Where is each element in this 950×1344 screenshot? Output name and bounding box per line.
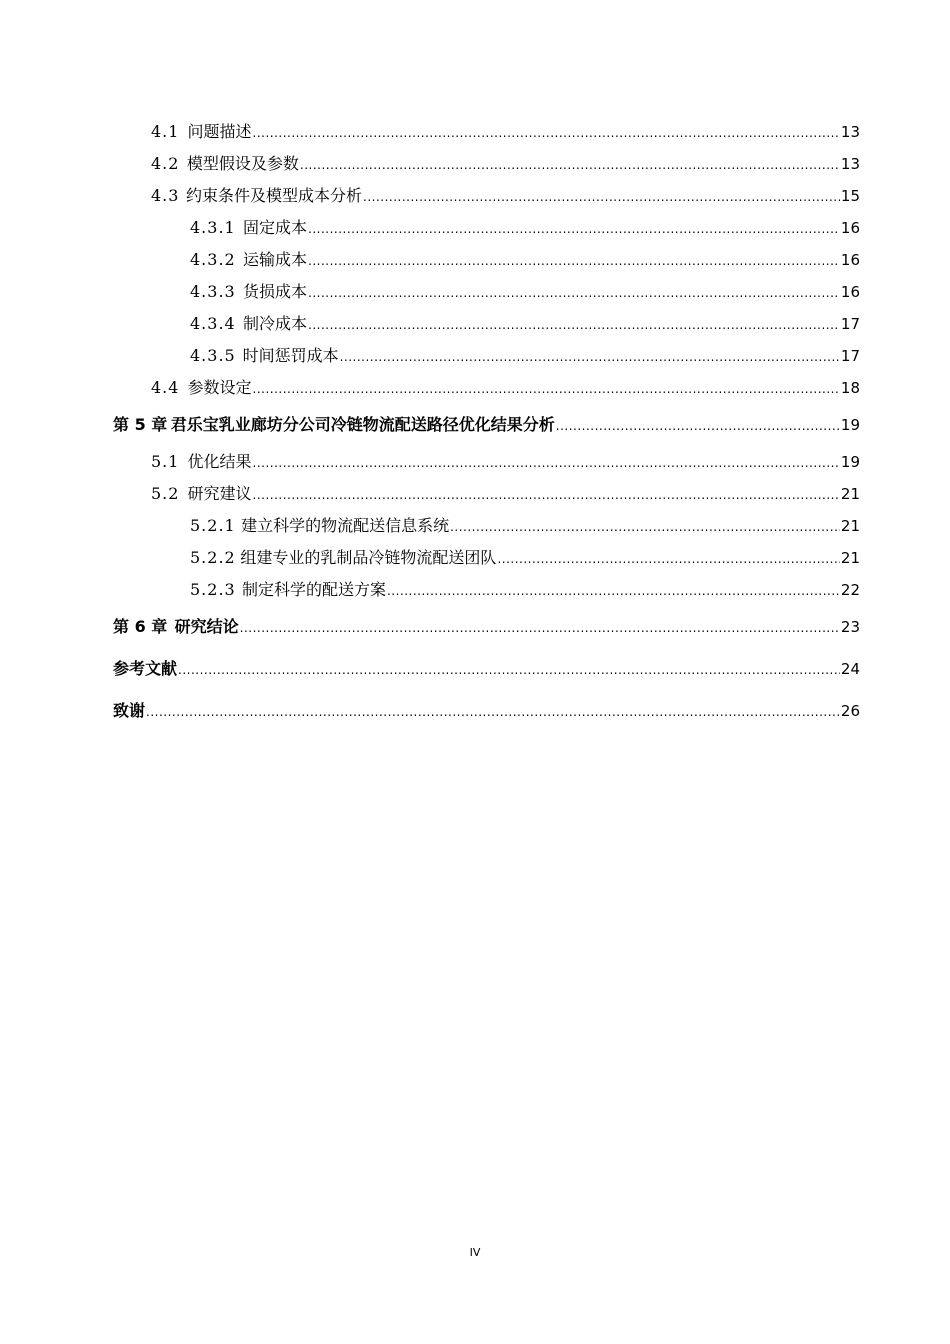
toc-chapter-title: 君乐宝乳业廊坊分公司冷链物流配送路径优化结果分析 [170,415,555,434]
toc-entry[interactable] [113,276,860,308]
toc-entry-page: 13 [840,123,860,141]
toc-entry-number: 4.3.3 [190,282,236,301]
toc-chapter-title: 研究结论 [174,617,239,636]
toc-entry[interactable] [113,244,860,276]
dot-leader [253,479,840,511]
toc-entry[interactable] [113,372,860,404]
dot-leader [387,575,840,607]
toc-entry-title: 运输成本 [243,250,308,269]
table-of-contents [113,116,860,732]
toc-entry-number: 5.1 [151,452,180,471]
toc-entry[interactable] [113,340,860,372]
toc-entry-title: 约束条件及模型成本分析 [186,186,363,205]
toc-entry-number: 4.3.1 [190,218,236,237]
toc-entry[interactable] [113,478,860,510]
toc-entry-number: 4.3.4 [190,314,236,333]
toc-entry-page: 24 [840,660,860,678]
toc-entry[interactable] [113,574,860,606]
toc-entry-number: 4.2 [151,154,180,173]
toc-entry[interactable] [113,212,860,244]
toc-entry-page: 21 [840,549,860,567]
toc-entry-page: 19 [840,416,860,434]
dot-leader [308,213,840,245]
toc-entry-page: 18 [840,379,860,397]
toc-entry-page: 15 [840,187,860,205]
toc-chapter-title: 致谢 [113,701,146,720]
toc-entry-title: 时间惩罚成本 [242,346,339,365]
toc-entry-page: 17 [840,347,860,365]
toc-entry-title: 货损成本 [243,282,308,301]
toc-entry-page: 16 [840,251,860,269]
toc-chapter-entry[interactable] [113,404,860,446]
dot-leader [253,117,840,149]
toc-entry[interactable] [113,446,860,478]
dot-leader [308,309,840,341]
toc-entry[interactable] [113,148,860,180]
dot-leader [308,245,840,277]
toc-entry-number: 5.2.1 [190,516,236,535]
dot-leader [450,511,840,543]
toc-chapter-title: 参考文献 [113,659,178,678]
toc-entry-title: 建立科学的物流配送信息系统 [241,516,450,535]
toc-entry-page: 16 [840,219,860,237]
dot-leader [253,373,840,405]
dot-leader [363,181,840,213]
dot-leader [308,277,840,309]
page-number-footer: IV [469,1246,481,1259]
dot-leader [300,149,840,181]
toc-chapter-entry[interactable] [113,606,860,648]
toc-entry-title: 固定成本 [243,218,308,237]
toc-chapter-number: 第 5 章 [113,415,168,434]
toc-entry-page: 26 [840,702,860,720]
toc-entry[interactable] [113,180,860,212]
toc-entry-page: 19 [840,453,860,471]
toc-entry-title: 制冷成本 [243,314,308,333]
toc-entry-number: 5.2.2 [190,548,236,567]
toc-entry-number: 5.2 [151,484,180,503]
toc-entry[interactable] [113,116,860,148]
toc-entry-title: 组建专业的乳制品冷链物流配送团队 [240,548,497,567]
dot-leader [340,341,840,373]
toc-entry-page: 16 [840,283,860,301]
toc-entry-page: 21 [840,485,860,503]
toc-entry-title: 研究建议 [187,484,252,503]
toc-chapter-number: 第 6 章 [113,617,168,636]
toc-entry[interactable] [113,510,860,542]
toc-entry-number: 4.3.5 [190,346,236,365]
toc-entry-page: 13 [840,155,860,173]
toc-entry-number: 5.2.3 [190,580,236,599]
toc-entry[interactable] [113,542,860,574]
dot-leader [556,405,840,447]
dot-leader [240,607,840,649]
toc-entry-title: 制定科学的配送方案 [241,580,386,599]
dot-leader [146,691,840,733]
dot-leader [178,649,840,691]
toc-entry-number: 4.4 [151,378,180,397]
toc-entry-number: 4.1 [151,122,180,141]
toc-entry-title: 模型假设及参数 [186,154,299,173]
toc-entry-title: 参数设定 [187,378,252,397]
dot-leader [253,447,840,479]
toc-entry-title: 优化结果 [187,452,252,471]
dot-leader [497,543,839,575]
toc-entry-page: 17 [840,315,860,333]
toc-references-entry[interactable] [113,648,860,690]
toc-entry-page: 21 [840,517,860,535]
toc-acknowledgements-entry[interactable] [113,690,860,732]
toc-entry-number: 4.3 [151,186,180,205]
toc-entry-number: 4.3.2 [190,250,236,269]
toc-entry-title: 问题描述 [187,122,252,141]
toc-entry-page: 22 [840,581,860,599]
toc-entry-page: 23 [840,618,860,636]
toc-entry[interactable] [113,308,860,340]
